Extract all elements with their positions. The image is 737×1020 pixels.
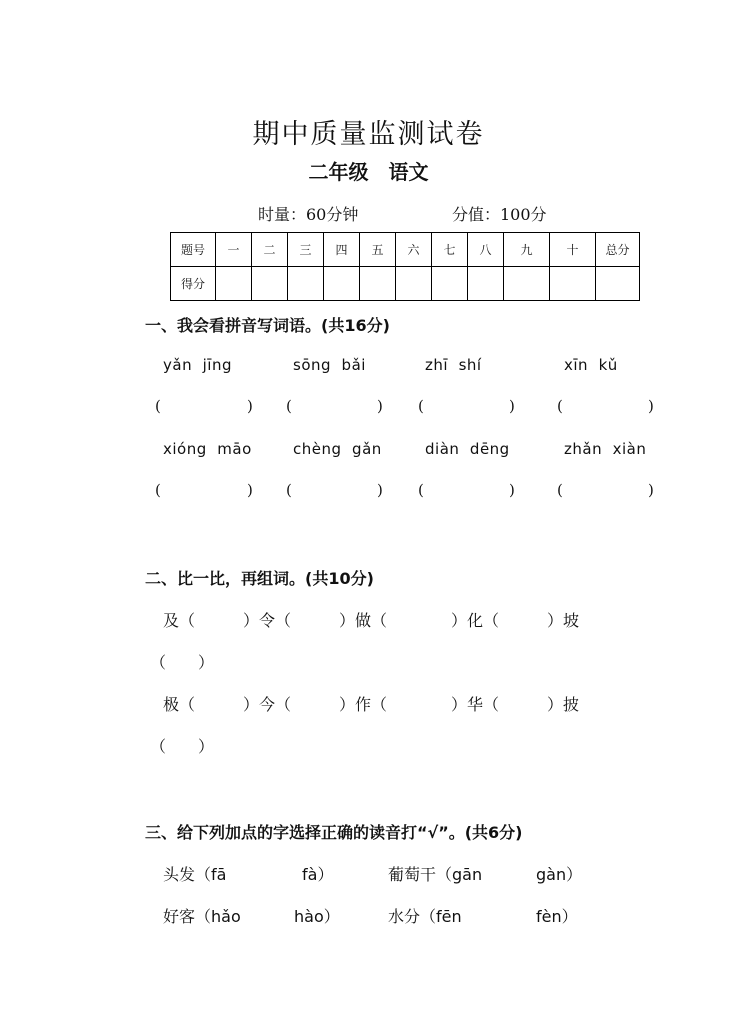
answer-bracket-open: (: [418, 481, 424, 499]
pinyin-item: sōng bǎi: [293, 356, 366, 374]
word-group-tail: （ ）: [150, 653, 215, 672]
pinyin-item: zhǎn xiàn: [564, 440, 647, 458]
table-row: [171, 233, 640, 267]
reading-choice-word: 好客（hǎo: [163, 907, 241, 926]
answer-bracket-close: ): [648, 481, 654, 499]
section-1-heading: 一、我会看拼音写词语。(共16分): [145, 316, 390, 335]
table-cell: 十: [550, 233, 596, 267]
score-cell[interactable]: [396, 267, 432, 301]
table-cell: 总分: [596, 233, 640, 267]
table-cell: 三: [288, 233, 324, 267]
score-table: [170, 232, 640, 301]
score-cell[interactable]: [252, 267, 288, 301]
pinyin-item: zhī shí: [425, 356, 482, 374]
exam-title: 期中质量监测试卷: [252, 119, 485, 150]
reading-choice-word: 头发（fā: [163, 865, 227, 884]
answer-bracket-close: ): [377, 397, 383, 415]
score-cell[interactable]: [288, 267, 324, 301]
answer-bracket-close: ): [247, 481, 253, 499]
pinyin-item: xīn kǔ: [564, 356, 618, 374]
word-group-line: 及（ ）令（ ）做（ ）化（ ）坡: [163, 611, 580, 630]
section-3-heading: 三、给下列加点的字选择正确的读音打“√”。(共6分): [145, 823, 523, 842]
answer-bracket-close: ): [509, 397, 515, 415]
answer-bracket-open: (: [557, 397, 563, 415]
score-cell[interactable]: [468, 267, 504, 301]
table-cell: 六: [396, 233, 432, 267]
time-limit: 时量：60分钟: [258, 205, 359, 224]
table-cell: 一: [216, 233, 252, 267]
table-cell: 七: [432, 233, 468, 267]
table-cell: 九: [504, 233, 550, 267]
word-group-line: 极（ ）今（ ）作（ ）华（ ）披: [163, 695, 580, 714]
pinyin-item: xióng māo: [163, 440, 252, 458]
word-group-tail: （ ）: [150, 737, 215, 756]
table-cell: 二: [252, 233, 288, 267]
reading-choice-alt: fèn）: [536, 907, 578, 926]
answer-bracket-close: ): [247, 397, 253, 415]
pinyin-item: yǎn jīng: [163, 356, 232, 374]
score-cell[interactable]: [360, 267, 396, 301]
score-cell[interactable]: [432, 267, 468, 301]
score-cell[interactable]: [216, 267, 252, 301]
answer-bracket-open: (: [286, 397, 292, 415]
score-cell[interactable]: [596, 267, 640, 301]
reading-choice-word: 葡萄干（gān: [388, 865, 483, 884]
answer-bracket-open: (: [155, 481, 161, 499]
answer-bracket-close: ): [509, 481, 515, 499]
score-cell[interactable]: [504, 267, 550, 301]
reading-choice-word: 水分（fēn: [388, 907, 462, 926]
table-cell: 得分: [171, 267, 216, 301]
pinyin-item: diàn dēng: [425, 440, 510, 458]
pinyin-item: chèng gǎn: [293, 440, 382, 458]
total-score: 分值：100分: [452, 205, 547, 224]
section-2-heading: 二、比一比，再组词。(共10分): [145, 569, 374, 588]
table-cell: 题号: [171, 233, 216, 267]
answer-bracket-open: (: [557, 481, 563, 499]
answer-bracket-open: (: [286, 481, 292, 499]
answer-bracket-close: ): [377, 481, 383, 499]
table-row: [171, 267, 640, 301]
score-cell[interactable]: [550, 267, 596, 301]
answer-bracket-close: ): [648, 397, 654, 415]
table-cell: 八: [468, 233, 504, 267]
answer-bracket-open: (: [418, 397, 424, 415]
score-cell[interactable]: [324, 267, 360, 301]
answer-bracket-open: (: [155, 397, 161, 415]
exam-subtitle: 二年级 语文: [308, 160, 429, 184]
reading-choice-alt: gàn）: [536, 865, 583, 884]
reading-choice-alt: fà）: [302, 865, 334, 884]
table-cell: 四: [324, 233, 360, 267]
table-cell: 五: [360, 233, 396, 267]
reading-choice-alt: hào）: [294, 907, 340, 926]
